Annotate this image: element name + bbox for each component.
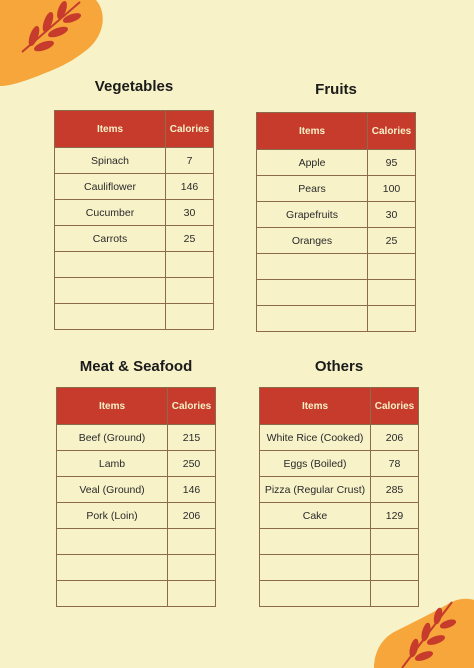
item-cell: Cake <box>260 503 371 529</box>
calories-cell <box>371 581 419 607</box>
calories-cell: 78 <box>371 451 419 477</box>
section-title-others: Others <box>314 358 364 375</box>
table-row <box>57 451 216 477</box>
section-title-meat-seafood: Meat & Seafood <box>79 358 193 375</box>
calorie-table-meat-seafood <box>56 387 216 607</box>
calories-cell: 206 <box>371 425 419 451</box>
leaf-branch-icon <box>14 0 94 60</box>
calories-cell: 7 <box>166 148 214 174</box>
item-cell <box>257 280 368 306</box>
calories-cell: 30 <box>368 202 416 228</box>
table-row <box>57 503 216 529</box>
item-cell <box>260 555 371 581</box>
table-row <box>257 228 416 254</box>
item-cell <box>57 581 168 607</box>
calories-cell: 285 <box>371 477 419 503</box>
calorie-table-others <box>259 387 419 607</box>
calories-cell <box>166 278 214 304</box>
calories-cell <box>168 555 216 581</box>
table-row <box>260 555 419 581</box>
column-header-calories: Calories <box>368 113 416 150</box>
item-cell <box>55 304 166 330</box>
column-header-items: Items <box>57 388 168 425</box>
item-cell: Beef (Ground) <box>57 425 168 451</box>
item-cell <box>257 254 368 280</box>
item-cell <box>257 306 368 332</box>
section-title-fruits: Fruits <box>315 81 357 98</box>
table-row <box>257 150 416 176</box>
item-cell: Lamb <box>57 451 168 477</box>
calories-cell: 250 <box>168 451 216 477</box>
calories-cell: 215 <box>168 425 216 451</box>
calories-cell: 129 <box>371 503 419 529</box>
column-header-calories: Calories <box>371 388 419 425</box>
calories-cell <box>368 280 416 306</box>
item-cell: Pork (Loin) <box>57 503 168 529</box>
item-cell: Cucumber <box>55 200 166 226</box>
calories-cell <box>371 529 419 555</box>
column-header-items: Items <box>55 111 166 148</box>
column-header-items: Items <box>260 388 371 425</box>
table-row <box>57 477 216 503</box>
item-cell <box>57 555 168 581</box>
table-row <box>55 304 214 330</box>
item-cell: Spinach <box>55 148 166 174</box>
calories-cell: 30 <box>166 200 214 226</box>
table-row <box>257 280 416 306</box>
table-row <box>57 529 216 555</box>
table-row <box>55 226 214 252</box>
table-row <box>260 503 419 529</box>
calories-cell <box>368 254 416 280</box>
table-row <box>260 425 419 451</box>
item-cell <box>55 278 166 304</box>
calories-cell <box>168 529 216 555</box>
table-row <box>257 176 416 202</box>
calories-cell: 95 <box>368 150 416 176</box>
item-cell: White Rice (Cooked) <box>260 425 371 451</box>
calorie-table-fruits <box>256 112 416 332</box>
item-cell: Oranges <box>257 228 368 254</box>
table-row <box>55 278 214 304</box>
calories-cell: 146 <box>168 477 216 503</box>
item-cell: Eggs (Boiled) <box>260 451 371 477</box>
table-row <box>55 200 214 226</box>
table-row <box>55 148 214 174</box>
item-cell <box>260 529 371 555</box>
table-row <box>257 306 416 332</box>
calories-cell <box>168 581 216 607</box>
calories-cell: 25 <box>166 226 214 252</box>
table-row <box>57 425 216 451</box>
item-cell <box>260 581 371 607</box>
calories-cell <box>166 252 214 278</box>
table-row <box>57 555 216 581</box>
column-header-items: Items <box>257 113 368 150</box>
item-cell: Apple <box>257 150 368 176</box>
table-row <box>260 529 419 555</box>
item-cell <box>57 529 168 555</box>
table-row <box>260 451 419 477</box>
table-row <box>57 581 216 607</box>
calories-cell <box>166 304 214 330</box>
item-cell <box>55 252 166 278</box>
calories-cell <box>368 306 416 332</box>
item-cell: Carrots <box>55 226 166 252</box>
table-row <box>257 202 416 228</box>
table-row <box>260 477 419 503</box>
calories-cell: 146 <box>166 174 214 200</box>
calories-cell <box>371 555 419 581</box>
item-cell: Pears <box>257 176 368 202</box>
calories-cell: 100 <box>368 176 416 202</box>
item-cell: Grapefruits <box>257 202 368 228</box>
section-title-vegetables: Vegetables <box>94 78 174 95</box>
calorie-table-vegetables <box>54 110 214 330</box>
table-row <box>55 174 214 200</box>
calories-cell: 25 <box>368 228 416 254</box>
column-header-calories: Calories <box>166 111 214 148</box>
table-row <box>257 254 416 280</box>
item-cell: Cauliflower <box>55 174 166 200</box>
table-row <box>260 581 419 607</box>
calories-cell: 206 <box>168 503 216 529</box>
table-row <box>55 252 214 278</box>
item-cell: Veal (Ground) <box>57 477 168 503</box>
item-cell: Pizza (Regular Crust) <box>260 477 371 503</box>
column-header-calories: Calories <box>168 388 216 425</box>
